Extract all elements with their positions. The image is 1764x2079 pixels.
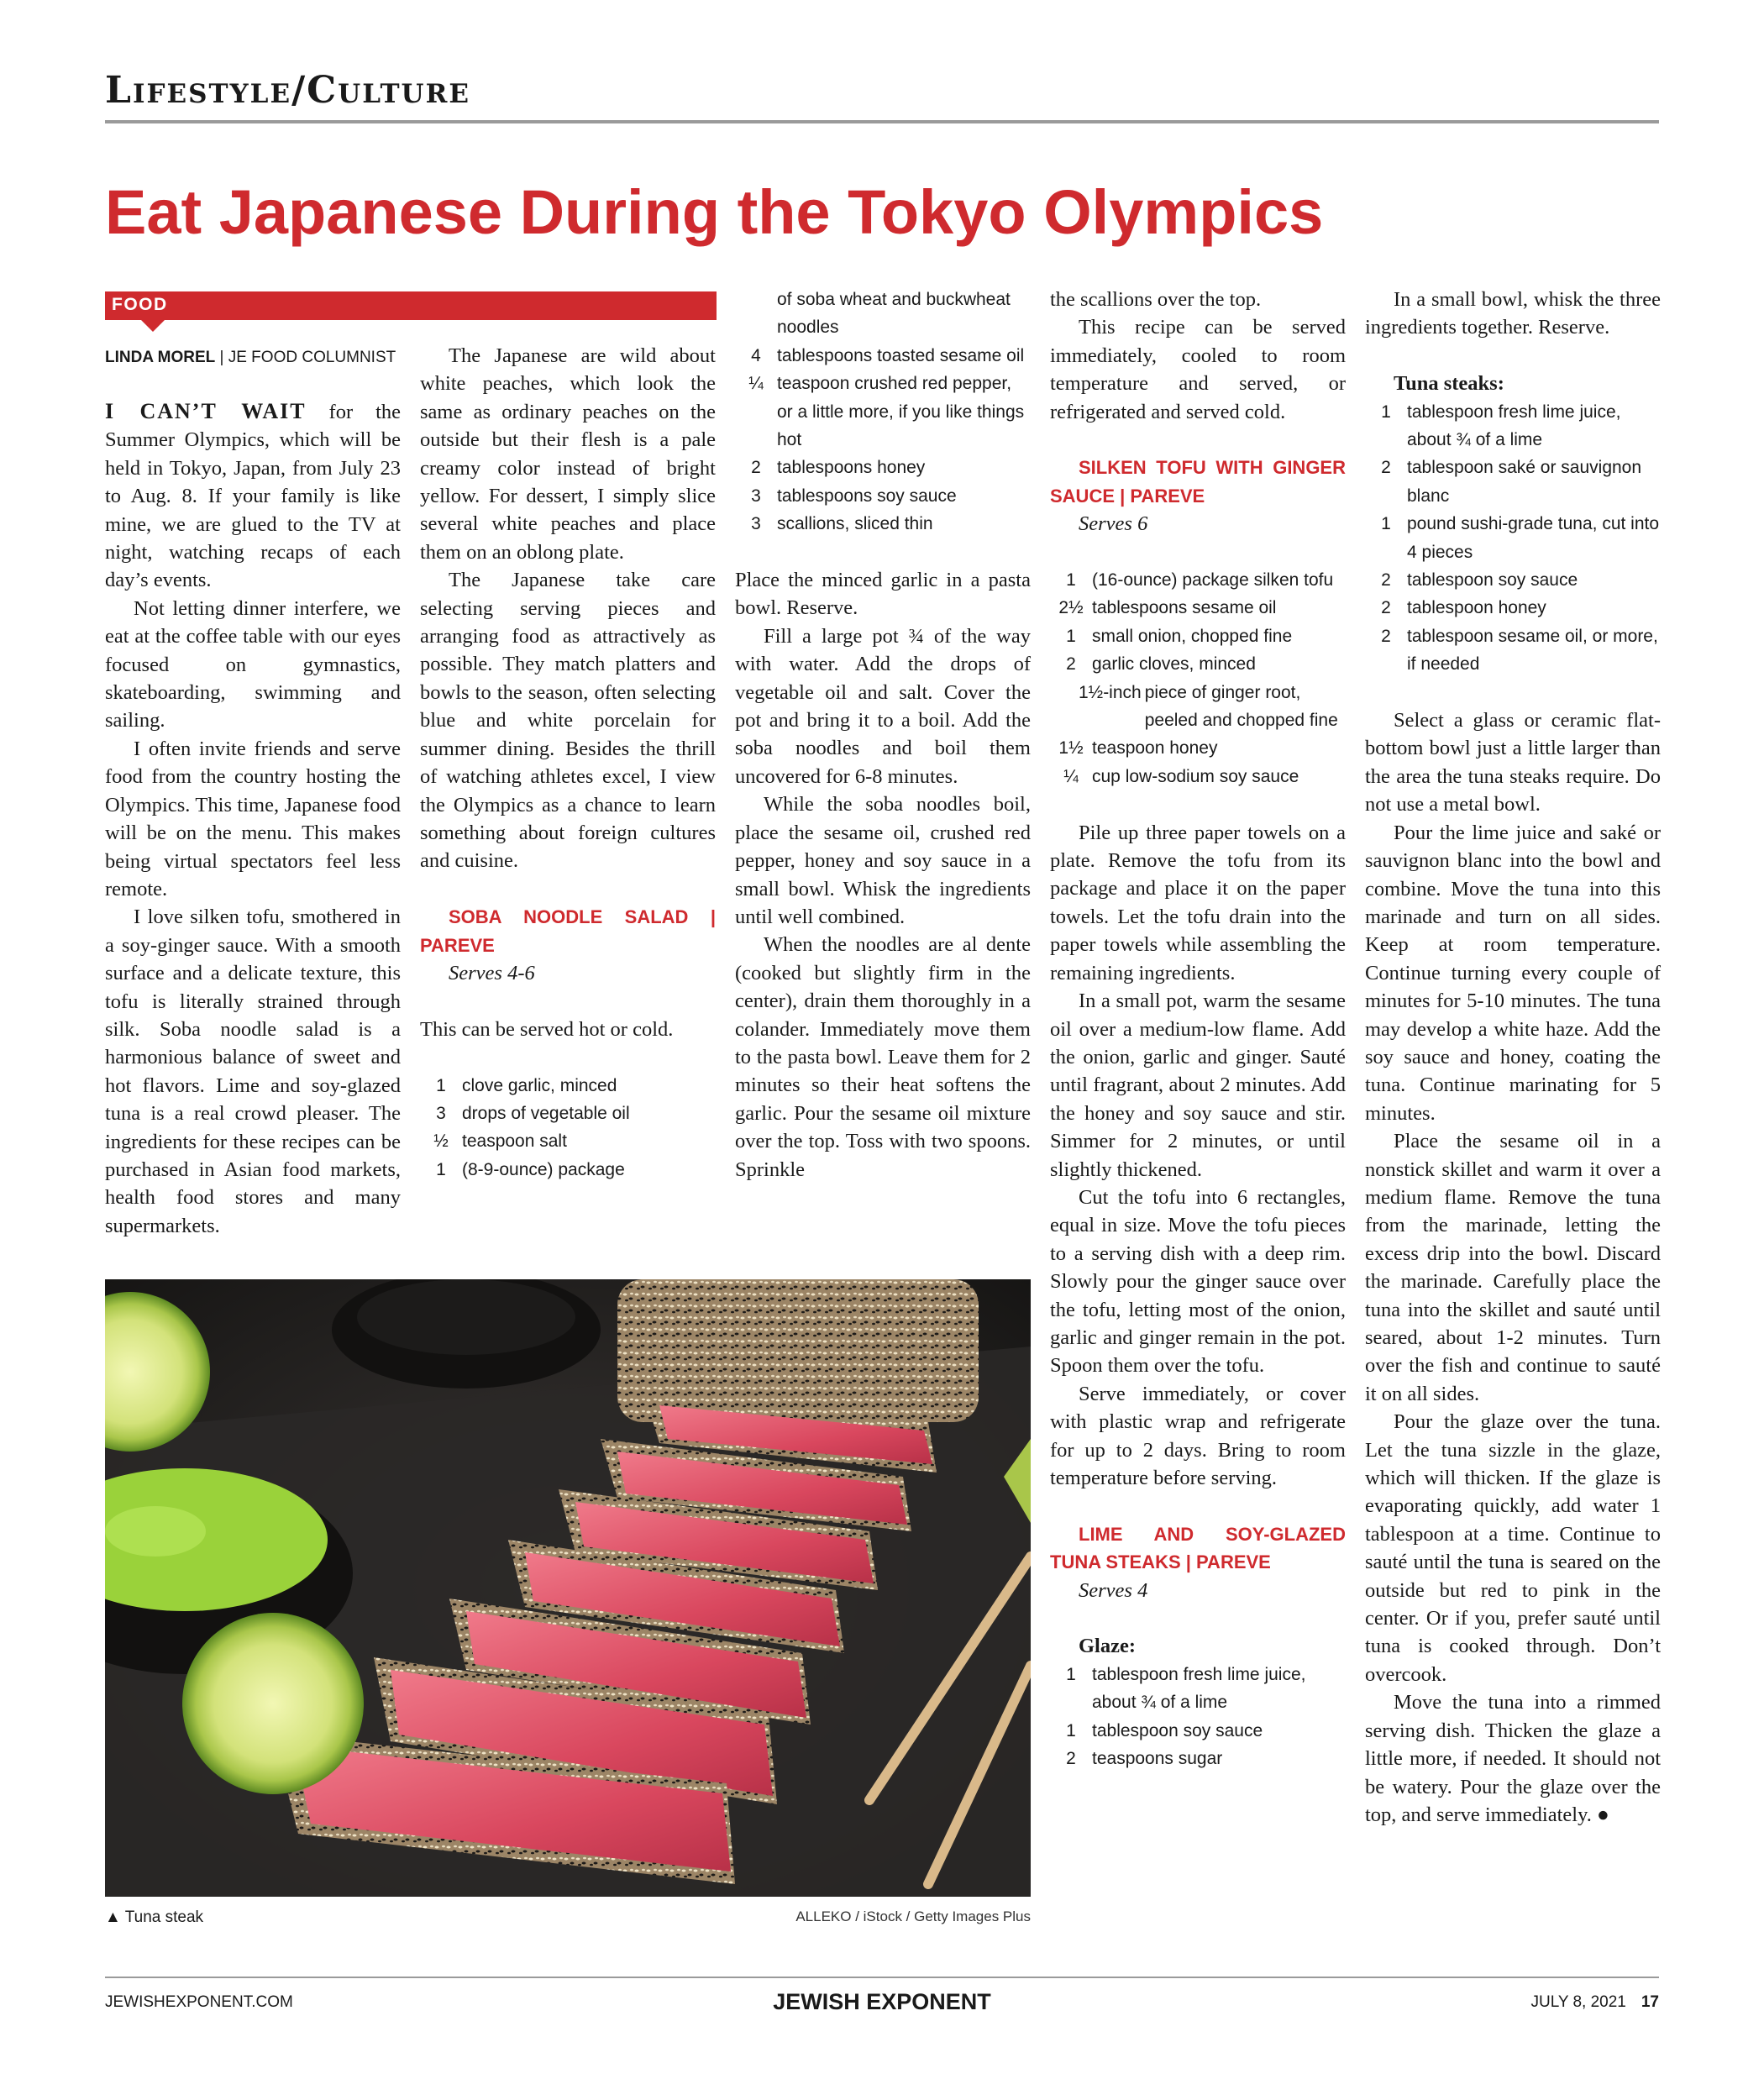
ingredient-qty: 2	[1381, 570, 1391, 591]
ingredient-qty: 2½	[1058, 598, 1084, 618]
ingredient-item	[420, 1100, 716, 1127]
ingredient-item	[420, 1127, 716, 1155]
tuna-steak-photo	[105, 1279, 1031, 1897]
glaze-step: In a small bowl, whisk the three ingredients together. Reserve.	[1365, 288, 1661, 339]
ingredient-text: tablespoon fresh lime juice, about ¾ of a lime	[1092, 1664, 1306, 1713]
column-3	[735, 286, 1031, 1184]
ingredient-text: piece of ginger root, peeled and chopped fine	[1144, 682, 1338, 731]
tuna-step-2: Pour the lime juice and saké or sauvignon blanc into the bowl and combine. Move the tuna into this marinade and turn on all sides. Keep at room temperature. Continue turning every couple of minutes for 5-10 minutes. The tuna may develop a white haze. Add the soy sauce and honey, coating the tuna. Continue marinating for 5 minutes.	[1365, 821, 1661, 1125]
ingredient-text: tablespoons soy sauce	[777, 486, 957, 506]
ingredient-text: tablespoon soy sauce	[1407, 570, 1578, 591]
column-4	[1050, 286, 1346, 1772]
ingredient-item	[735, 510, 1031, 538]
tofu-serves: Serves 6	[1079, 512, 1148, 536]
ingredient-item	[735, 370, 1031, 454]
tuna-steak-ingredients	[1365, 398, 1661, 679]
ingredient-item	[1050, 734, 1346, 762]
tofu-recipe-title: SILKEN TOFU WITH GINGER SAUCE | PAREVE	[1050, 457, 1346, 507]
ingredient-item	[735, 342, 1031, 370]
intro-paragraph-2: Not letting dinner interfere, we eat at the coffee table with our eyes focused on gymnastics, skateboarding, swimming and sailing.	[105, 596, 401, 732]
ingredient-qty: 1	[1066, 570, 1076, 591]
ingredient-text: of soba wheat and buckwheat noodles	[777, 290, 1011, 338]
ingredient-qty: 2	[1066, 1749, 1076, 1769]
ingredient-qty: 3	[751, 486, 761, 506]
soba-ingredients-cont	[735, 286, 1031, 538]
photo-caption: ▲ Tuna steak	[105, 1908, 204, 1926]
ingredient-text: teaspoon honey	[1092, 738, 1218, 759]
ingredient-qty: 4	[751, 345, 761, 365]
byline: LINDA MOREL | JE FOOD COLUMNIST	[105, 349, 396, 366]
ingredient-item	[1050, 650, 1346, 678]
tuna-serves: Serves 4	[1079, 1578, 1148, 1602]
ingredient-item	[1365, 594, 1661, 622]
ingredient-text: (16-ounce) package silken tofu	[1092, 570, 1334, 591]
author-name: LINDA MOREL	[105, 349, 216, 366]
soba-step-5: This recipe can be served immediately, cooled to room temperature and served, or refrigerated and served cold.	[1050, 316, 1346, 423]
tuna-step-3: Place the sesame oil in a nonstick skillet and warm it over a medium flame. Remove the tuna from the marinade, letting the excess drip into the bowl. Discard the marinade. Carefully place the tuna into the skillet and sauté until seared, about 1-2 minutes. Turn over the fish and continue to sauté it on all sides.	[1365, 1130, 1661, 1405]
soba-recipe-title: SOBA NOODLE SALAD | PAREVE	[420, 906, 716, 956]
tofu-ingredients	[1050, 566, 1346, 790]
ingredient-qty: 2	[1381, 458, 1391, 478]
intro-paragraph-3: I often invite friends and serve food from the country hosting the Olympics. This time, Japanese food will be on the menu. This makes being virtual spectators feel less remote.	[105, 737, 401, 900]
ingredient-item	[1050, 679, 1346, 735]
tofu-step-1: Pile up three paper towels on a plate. Remove the tofu from its package and place it on the paper towels. Let the tofu drain into the paper towels while assembling the remaining ingredients.	[1050, 821, 1346, 984]
intro-paragraph-1-text: for the Summer Olympics, which will be held in Tokyo, Japan, from July 23 to Aug. 8. If your family is like mine, we are glued to the TV at night, watching recaps of each day’s events.	[105, 401, 401, 592]
ingredient-text: drops of vegetable oil	[462, 1103, 630, 1123]
ingredient-qty: 1	[1066, 1664, 1076, 1684]
tuna-step-5	[1365, 1688, 1661, 1829]
ingredient-item	[1365, 454, 1661, 510]
footer-publication: JEWISH EXPONENT	[773, 1989, 991, 2014]
ingredient-item	[1050, 1717, 1346, 1745]
ingredient-text: (8-9-ounce) package	[462, 1159, 625, 1179]
soba-serves: Serves 4-6	[449, 961, 535, 984]
ingredient-text: tablespoon soy sauce	[1092, 1720, 1263, 1740]
ingredient-qty: ¼	[748, 374, 764, 394]
ingredient-qty: 1	[1381, 514, 1391, 534]
ingredient-item	[1365, 398, 1661, 454]
ingredient-qty: ½	[433, 1131, 449, 1152]
soba-step-4-cont: the scallions over the top.	[1050, 288, 1262, 311]
ingredient-text: pound sushi-grade tuna, cut into 4 pieces	[1407, 514, 1660, 562]
ingredient-qty: 3	[751, 514, 761, 534]
category-tag	[105, 291, 717, 320]
ingredient-qty: 1	[1381, 402, 1391, 422]
ingredient-text: garlic cloves, minced	[1092, 654, 1256, 675]
intro-paragraph-5: The Japanese are wild about white peaches, which look the same as ordinary peaches on the outside but their flesh is a pale creamy color instead of bright yellow. For dessert, I simply slice several white peaches and place them on an oblong plate.	[420, 344, 716, 564]
tofu-step-4: Serve immediately, or cover with plastic wrap and refrigerate for up to 2 days. Bring to room temperature before serving.	[1050, 1382, 1346, 1490]
column-5	[1365, 286, 1661, 1829]
ingredient-item	[420, 1072, 716, 1100]
footer-divider	[105, 1977, 1659, 1978]
author-role: JE FOOD COLUMNIST	[228, 349, 396, 366]
category-tag-pointer	[141, 320, 165, 332]
intro-paragraph-4: I love silken tofu, smothered in a soy-ginger sauce. With a smooth surface and a delicate texture, this tofu is literally strained through silk. Soba noodle salad is a harmonious balance of sweet and hot flavors. Lime and soy-glazed tuna is a real crowd pleaser. The ingredients for these recipes can be purchased in Asian food markets, health food stores and many supermarkets.	[105, 906, 401, 1237]
ingredient-qty: 2	[1381, 626, 1391, 646]
tuna-step-1: Select a glass or ceramic flat-bottom bowl just a little larger than the area the tuna steaks require. Do not use a metal bowl.	[1365, 709, 1661, 816]
ingredient-item	[735, 482, 1031, 510]
ingredient-qty: 2	[1381, 598, 1391, 618]
page-number: 17	[1641, 1993, 1659, 2011]
ingredient-text: teaspoons sugar	[1092, 1749, 1223, 1769]
ingredient-qty: 1	[1066, 626, 1076, 646]
ingredient-qty: 1	[436, 1075, 446, 1095]
footer-website: JEWISHEXPONENT.COM	[105, 1993, 293, 2011]
ingredient-item	[1050, 1745, 1346, 1772]
ingredient-item	[420, 1156, 716, 1184]
tuna-step-5-text: Move the tuna into a rimmed serving dish. Thicken the glaze a little more, if needed. It should not be watery. Pour the glaze over the top, and serve immediately.	[1365, 1691, 1661, 1826]
ingredient-item	[1050, 763, 1346, 790]
column-1	[105, 397, 401, 1240]
ingredient-item	[1365, 622, 1661, 679]
soba-step-1: Place the minced garlic in a pasta bowl. Reserve.	[735, 569, 1031, 620]
ingredient-text: clove garlic, minced	[462, 1075, 617, 1095]
ingredient-text: tablespoon saké or sauvignon blanc	[1407, 458, 1642, 506]
ingredient-item	[1050, 622, 1346, 650]
photo-credit: ALLEKO / iStock / Getty Images Plus	[795, 1908, 1031, 1924]
intro-paragraph-6: The Japanese take care selecting serving pieces and arranging food as attractively as possible. They match platters and bowls to the season, often selecting blue and white porcelain for summer dining. Besides the thrill of watching athletes excel, I view the Olympics as a chance to learn something about foreign cultures and cuisine.	[420, 569, 716, 873]
intro-paragraph-1	[105, 397, 401, 595]
column-2	[420, 342, 716, 1184]
footer-date-page	[1428, 1993, 1659, 2012]
lead-caps: I CAN’T WAIT	[105, 399, 307, 423]
ingredient-qty: 1	[1066, 1720, 1076, 1740]
tofu-step-2: In a small pot, warm the sesame oil over a medium-low flame. Add the onion, garlic and ginger. Sauté until fragrant, about 2 minutes. Add the honey and soy sauce and stir. Simmer for 2 minutes, or until slightly thickened.	[1050, 990, 1346, 1181]
page-title: Eat Japanese During the Tokyo Olympics	[105, 177, 1324, 247]
soba-ingredients	[420, 1072, 716, 1184]
footer-date: JULY 8, 2021	[1530, 1993, 1626, 2011]
ingredient-text: teaspoon salt	[462, 1131, 567, 1152]
ingredient-qty: 1½	[1058, 738, 1084, 759]
ingredient-text: small onion, chopped fine	[1092, 626, 1293, 646]
ingredient-text: tablespoon honey	[1407, 598, 1546, 618]
ingredient-text: tablespoon fresh lime juice, about ¾ of a lime	[1407, 402, 1621, 450]
tuna-steaks-label: Tuna steaks:	[1394, 372, 1504, 396]
ingredient-text: tablespoons sesame oil	[1092, 598, 1277, 618]
ingredient-item	[1050, 566, 1346, 594]
ingredient-qty: 1½-inch	[1079, 682, 1142, 702]
ingredient-qty: 2	[751, 458, 761, 478]
ingredient-item	[1050, 1661, 1346, 1717]
soba-note: This can be served hot or cold.	[420, 1017, 674, 1041]
ingredient-qty: 1	[436, 1159, 446, 1179]
ingredient-item	[1050, 594, 1346, 622]
tuna-recipe-title: LIME AND SOY-GLAZED TUNA STEAKS | PAREVE	[1050, 1523, 1346, 1573]
ingredient-text: teaspoon crushed red pepper, or a little more, if you like things hot	[777, 374, 1025, 450]
section-divider	[105, 120, 1659, 123]
category-tag-label: FOOD	[112, 295, 168, 314]
ingredient-text: tablespoons toasted sesame oil	[777, 345, 1025, 365]
ingredient-text: tablespoon sesame oil, or more, if needed	[1407, 626, 1658, 675]
section-header: Lifestyle/Culture	[105, 69, 470, 112]
ingredient-item	[1365, 510, 1661, 566]
ingredient-item	[735, 454, 1031, 481]
ingredient-text: scallions, sliced thin	[777, 514, 933, 534]
ingredient-text: tablespoons honey	[777, 458, 926, 478]
soba-step-4: When the noodles are al dente (cooked but slightly firm in the center), drain them thoroughly in a colander. Immediately move them to the pasta bowl. Leave them for 2 minutes so their heat softens the garlic. Pour the sesame oil mixture over the top. Toss with two spoons. Sprinkle	[735, 933, 1031, 1181]
ingredient-item	[1365, 566, 1661, 594]
tuna-step-4: Pour the glaze over the tuna. Let the tuna sizzle in the glaze, which will thicken. If the glaze is evaporating quickly, add water 1 tablespoon at a time. Continue to sauté until the tuna is seared on the outside but red to pink in the center. Or if you, prefer sauté until tuna is cooked through. Don’t overcook.	[1365, 1410, 1661, 1686]
ingredient-qty: 2	[1066, 654, 1076, 675]
soba-step-3: While the soba noodles boil, place the sesame oil, crushed red pepper, honey and soy sauce in a small bowl. Whisk the ingredients until well combined.	[735, 793, 1031, 928]
ingredient-item	[735, 286, 1031, 342]
glaze-label: Glaze:	[1079, 1635, 1137, 1658]
glaze-ingredients	[1050, 1661, 1346, 1773]
soba-step-2: Fill a large pot ¾ of the way with water. Add the drops of vegetable oil and salt. Cover the pot and bring it to a boil. Add the soba noodles and boil them uncovered for 6-8 minutes.	[735, 624, 1031, 788]
ingredient-qty: 3	[436, 1103, 446, 1123]
ingredient-text: cup low-sodium soy sauce	[1092, 766, 1299, 786]
end-mark-icon: ●	[1597, 1803, 1609, 1826]
ingredient-qty: ¼	[1063, 766, 1079, 786]
tofu-step-3: Cut the tofu into 6 rectangles, equal in size. Move the tofu pieces to a serving dish with a deep rim. Slowly pour the ginger sauce over the tofu, letting most of the onion, garlic and ginger remain in the pot. Spoon them over the tofu.	[1050, 1185, 1346, 1378]
